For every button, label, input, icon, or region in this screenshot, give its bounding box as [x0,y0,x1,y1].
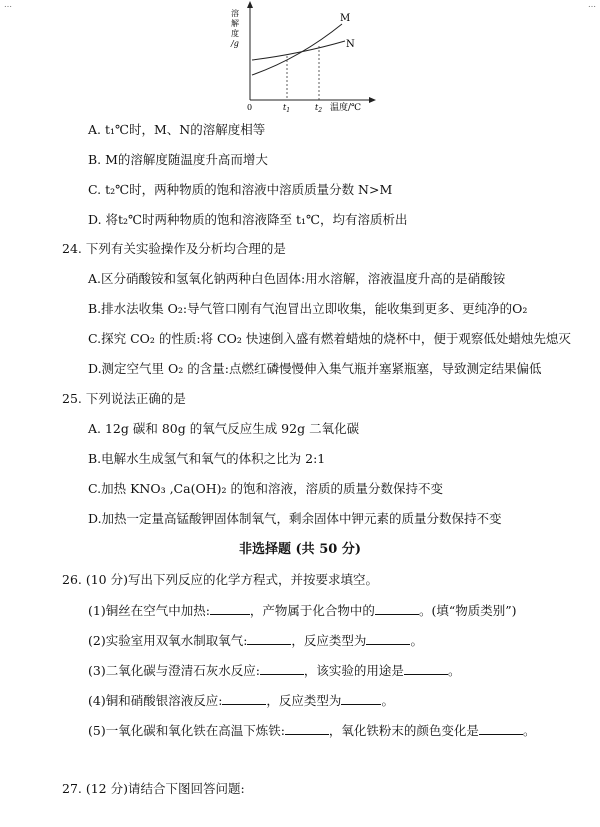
q26-item-4-blank-1[interactable] [222,692,266,705]
x-axis-arrow [369,97,376,103]
q24-option-d: D.测定空气里 O₂ 的含量:点燃红磷慢慢伸入集气瓶并塞紧瓶塞，导致测定结果偏低 [88,361,542,376]
q26-item-1-text-b: ，产物属于化合物中的 [249,603,375,618]
q26-item-1 [88,602,516,619]
q26-item-5-text-b: ，氧化铁粉末的颜色变化是 [328,723,479,738]
q26-item-1-text-c: 。(填“物质类别”) [418,603,517,618]
q26-stem: 26. (10 分)写出下列反应的化学方程式，并按要求填空。 [62,572,378,587]
q26-item-5-blank-2[interactable] [479,722,523,735]
q26-item-3-text-b: ，该实验的用途是 [303,663,404,678]
q27-stem: 27. (12 分)请结合下图回答问题: [62,781,245,796]
q26-item-2-text-b: ，反应类型为 [291,633,367,648]
q25-option-b: B.电解水生成氢气和氧气的体积之比为 2:1 [88,451,326,466]
origin-label: 0 [247,103,253,112]
q26-item-5-text-a: (5)一氧化碳和氧化铁在高温下炼铁: [88,723,285,738]
curve-n [252,41,345,60]
q26-item-2-blank-1[interactable] [247,632,291,645]
q26-item-4-blank-2[interactable] [341,692,381,705]
q26-item-3-blank-1[interactable] [260,662,304,675]
q26-item-4 [88,692,394,709]
q26-item-4-text-a: (4)铜和硝酸银溶液反应: [88,693,223,708]
ylabel-char-2: 解 [231,19,239,28]
t1-label: $t_1$ [283,103,291,114]
q26-item-1-blank-2[interactable] [375,602,419,615]
q26-item-4-text-b: ，反应类型为 [266,693,342,708]
q23-option-c: C. t₂℃时，两种物质的饱和溶液中溶质质量分数 N>M [88,182,393,197]
q26-item-3-text-c: 。 [447,663,461,678]
q23-option-a: A. t₁℃时，M、N的溶解度相等 [88,122,266,137]
q26-item-3 [88,662,460,679]
curve-m [252,24,342,75]
curve-m-label: M [340,13,351,24]
q26-item-5-blank-1[interactable] [285,722,329,735]
q24-option-a: A.区分硝酸铵和氢氧化钠两种白色固体:用水溶解，溶液温度升高的是硝酸铵 [88,271,506,286]
q24-option-b: B.排水法收集 O₂:导气管口刚有气泡冒出立即收集，能收集到更多、更纯净的O₂ [88,301,528,316]
q26-item-2-text-c: 。 [410,633,423,648]
q23-option-b: B. M的溶解度随温度升高而增大 [88,152,268,167]
q25-option-d: D.加热一定量高锰酸钾固体制氧气，剩余固体中钾元素的质量分数保持不变 [88,511,502,526]
q26-item-2 [88,632,423,649]
q24-stem: 24. 下列有关实验操作及分析均合理的是 [62,241,286,256]
t2-label: $t_2$ [315,103,323,114]
q25-stem: 25. 下列说法正确的是 [62,391,186,406]
ylabel-char-4: /g [231,39,239,48]
q26-item-1-text-a: (1)铜丝在空气中加热: [88,603,210,618]
section-title: 非选择题 (共 50 分) [239,542,361,557]
q26-item-5 [88,722,535,739]
q24-option-c: C.探究 CO₂ 的性质:将 CO₂ 快速倒入盛有燃着蜡烛的烧杯中，便于观察低处蜡烛先熄灭 [88,331,571,346]
q26-item-3-text-a: (3)二氧化碳与澄清石灰水反应: [88,663,260,678]
ylabel-char-3: 度 [231,29,239,38]
corner-mark-right: … [588,0,596,9]
ylabel-char-1: 溶 [231,9,239,18]
q23-option-d: D. 将t₂℃时两种物质的饱和溶液降至 t₁℃，均有溶质析出 [88,212,408,227]
q25-option-a: A. 12g 碳和 80g 的氧气反应生成 92g 二氧化碳 [88,421,360,436]
solubility-graph [0,0,600,115]
q26-item-3-blank-2[interactable] [404,662,448,675]
curve-n-label: N [346,39,355,50]
y-axis-arrow [247,1,253,8]
corner-mark-left: … [4,0,12,9]
xlabel: 温度/℃ [330,103,362,113]
q26-item-2-blank-2[interactable] [366,632,410,645]
q26-item-5-text-c: 。 [522,723,536,738]
q25-option-c: C.加热 KNO₃ ,Ca(OH)₂ 的饱和溶液，溶质的质量分数保持不变 [88,481,443,496]
q26-item-2-text-a: (2)实验室用双氧水制取氧气: [88,633,248,648]
q26-item-1-blank-1[interactable] [210,602,250,615]
q26-item-4-text-c: 。 [381,693,394,708]
